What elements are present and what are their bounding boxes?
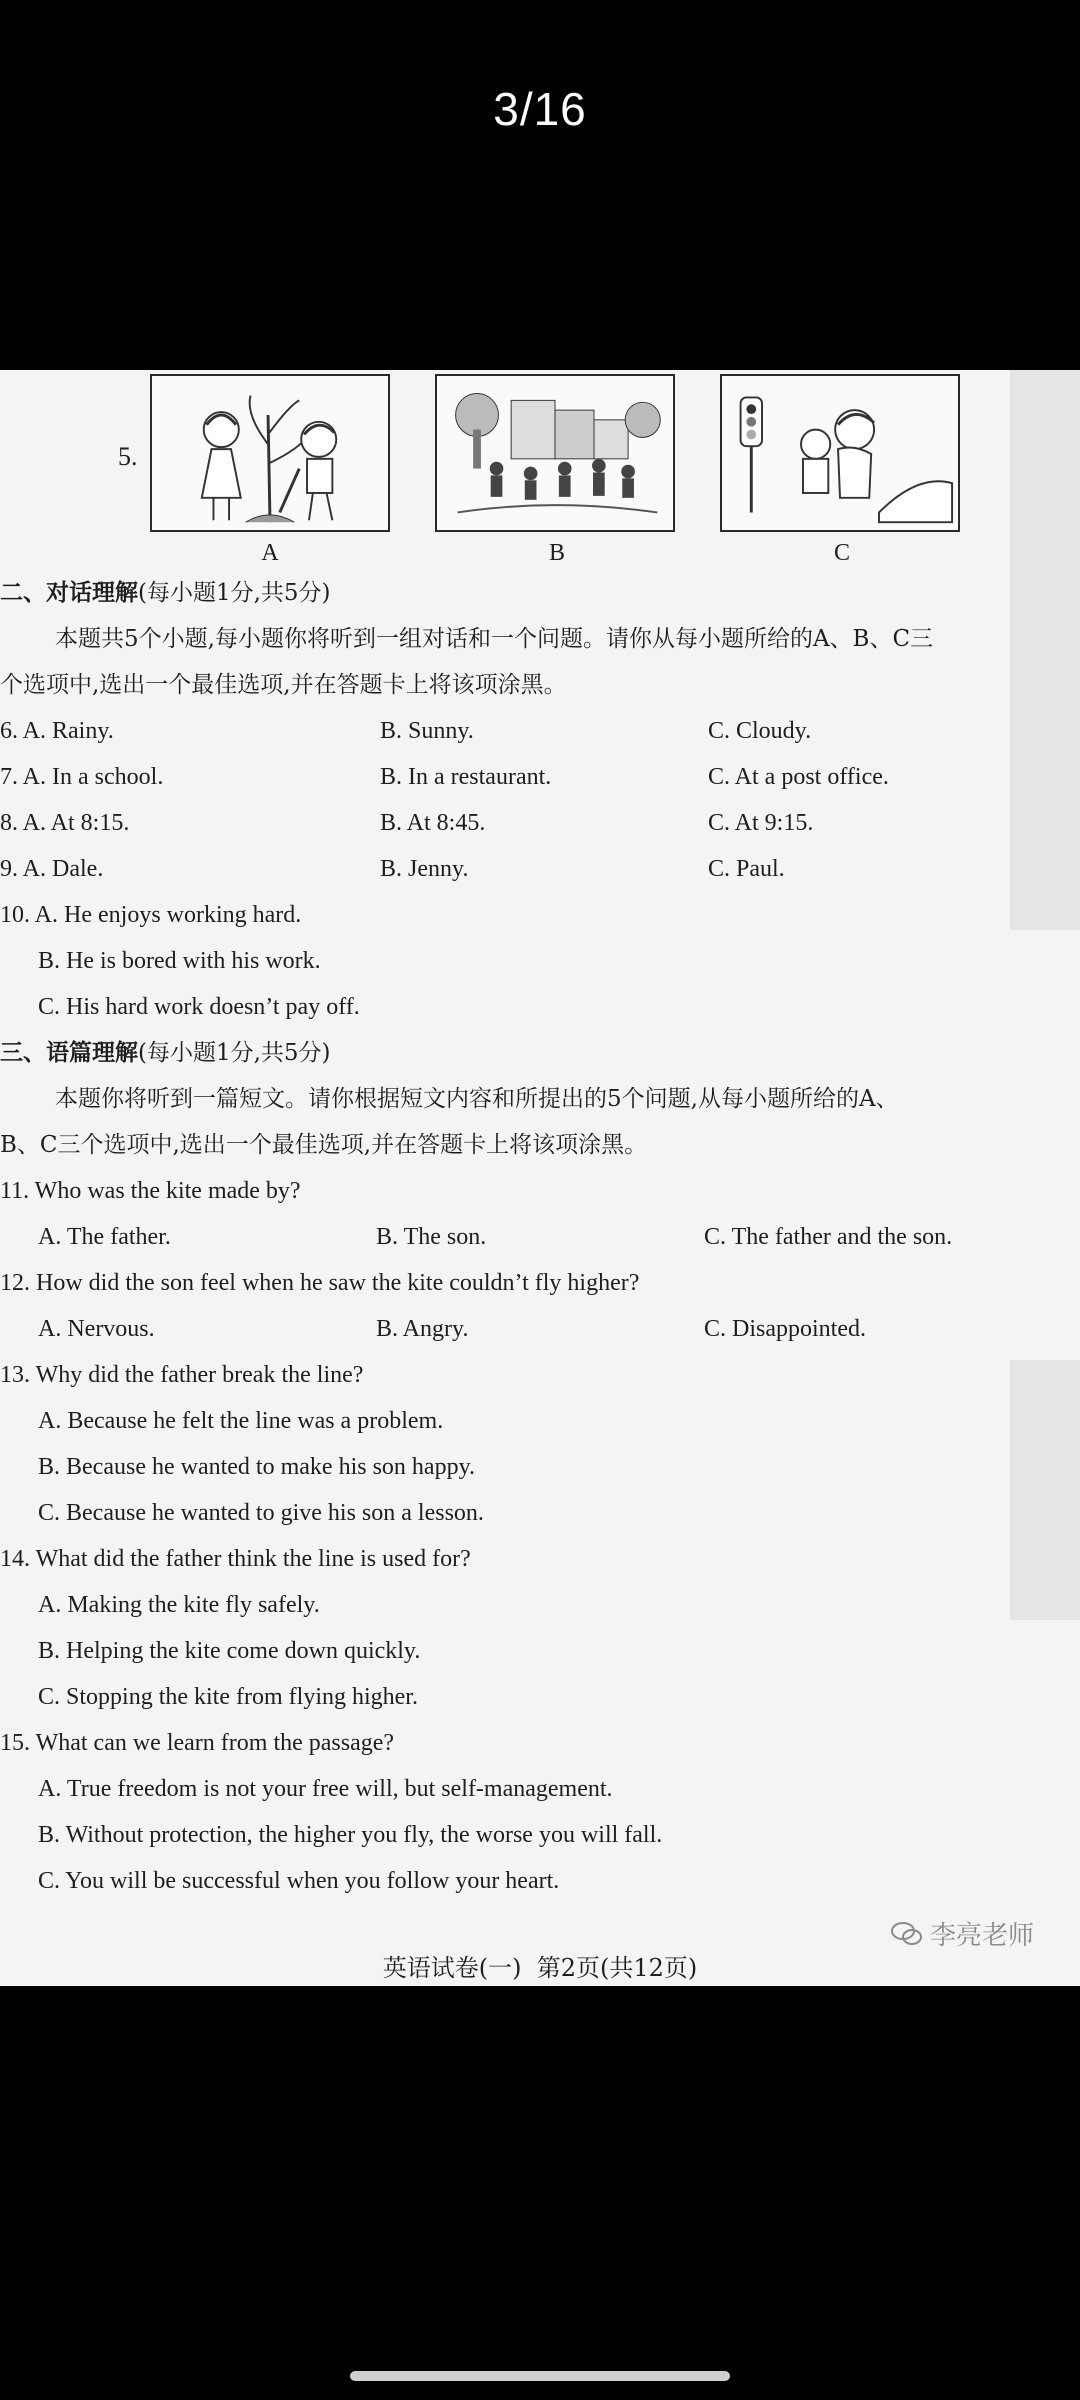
q14-stem: 14. What did the father think the line is used for? — [0, 1546, 471, 1572]
q7-option-c[interactable]: C. At a post office. — [708, 764, 889, 790]
q9-option-c[interactable]: C. Paul. — [708, 856, 785, 882]
viewer-header — [0, 0, 1080, 370]
q11-option-b[interactable]: B. The son. — [376, 1224, 487, 1250]
section3-instruction-2: B、C三个选项中,选出一个最佳选项,并在答题卡上将该项涂黑。 — [0, 1132, 648, 1158]
page-counter: 3/16 — [493, 83, 587, 135]
section2-instruction-2: 个选项中,选出一个最佳选项,并在答题卡上将该项涂黑。 — [0, 672, 567, 698]
section2-instruction-1: 本题共5个小题,每小题你将听到一组对话和一个问题。请你从每小题所给的A、B、C三 — [55, 626, 934, 652]
q13-stem: 13. Why did the father break the line? — [0, 1362, 364, 1388]
q11-option-c[interactable]: C. The father and the son. — [704, 1224, 953, 1250]
q12-option-c[interactable]: C. Disappointed. — [704, 1316, 866, 1342]
section2-heading — [0, 578, 331, 608]
q15-stem: 15. What can we learn from the passage? — [0, 1730, 395, 1756]
q8-option-c[interactable]: C. At 9:15. — [708, 810, 814, 836]
q5-picture-row — [0, 372, 1080, 572]
q10-option-a[interactable]: 10. A. He enjoys working hard. — [0, 902, 302, 928]
people-cleaning-street-icon — [437, 376, 673, 530]
section2-title: 二、对话理解 — [0, 580, 138, 606]
q6-option-a[interactable]: 6. A. Rainy. — [0, 718, 114, 744]
wechat-icon — [890, 1920, 924, 1948]
q10-option-b[interactable]: B. He is bored with his work. — [38, 948, 321, 974]
watermark-text: 李亮老师 — [930, 1921, 1035, 1951]
q14-option-c[interactable]: C. Stopping the kite from flying higher. — [38, 1684, 418, 1710]
q15-option-b[interactable]: B. Without protection, the higher you fly, the worse you will fall. — [38, 1822, 663, 1848]
q5-number: 5. — [118, 442, 138, 471]
section3-title: 三、语篇理解 — [0, 1040, 138, 1066]
q9-option-b[interactable]: B. Jenny. — [380, 856, 469, 882]
q11-option-a[interactable]: A. The father. — [38, 1224, 171, 1250]
section3-instruction-1: 本题你将听到一篇短文。请你根据短文内容和所提出的5个问题,从每小题所给的A、 — [55, 1086, 899, 1112]
section3-heading — [0, 1038, 331, 1068]
q14-option-b[interactable]: B. Helping the kite come down quickly. — [38, 1638, 421, 1664]
q15-option-c[interactable]: C. You will be successful when you follow your heart. — [38, 1868, 560, 1894]
q6-option-b[interactable]: B. Sunny. — [380, 718, 474, 744]
q5-label-a: A — [261, 540, 279, 566]
q13-option-c[interactable]: C. Because he wanted to give his son a lesson. — [38, 1500, 484, 1526]
q12-option-b[interactable]: B. Angry. — [376, 1316, 469, 1342]
section3-note: (每小题1分,共5分) — [138, 1040, 331, 1066]
q5-picture-b — [435, 374, 675, 532]
q8-option-b[interactable]: B. At 8:45. — [380, 810, 486, 836]
q7-option-b[interactable]: B. In a restaurant. — [380, 764, 552, 790]
child-helping-elderly-icon — [722, 376, 958, 530]
q14-option-a[interactable]: A. Making the kite fly safely. — [38, 1592, 320, 1618]
q7-option-a[interactable]: 7. A. In a school. — [0, 764, 164, 790]
q12-option-a[interactable]: A. Nervous. — [38, 1316, 155, 1342]
q12-stem: 12. How did the son feel when he saw the kite couldn’t fly higher? — [0, 1270, 640, 1296]
q13-option-b[interactable]: B. Because he wanted to make his son happy. — [38, 1454, 476, 1480]
section2-note: (每小题1分,共5分) — [138, 580, 331, 606]
bleed-through — [1010, 1360, 1080, 1620]
q5-picture-c — [720, 374, 960, 532]
q5-picture-a — [150, 374, 390, 532]
q8-option-a[interactable]: 8. A. At 8:15. — [0, 810, 130, 836]
q13-option-a[interactable]: A. Because he felt the line was a problem. — [38, 1408, 444, 1434]
q15-option-a[interactable]: A. True freedom is not your free will, but self-management. — [38, 1776, 613, 1802]
q5-label-b: B — [548, 540, 565, 566]
q9-option-a[interactable]: 9. A. Dale. — [0, 856, 104, 882]
home-indicator[interactable] — [350, 2371, 730, 2381]
viewer-bottom-bar — [0, 1986, 1080, 2400]
q10-option-c[interactable]: C. His hard work doesn’t pay off. — [38, 994, 360, 1020]
q11-stem: 11. Who was the kite made by? — [0, 1178, 301, 1204]
q5-label-c: C — [833, 540, 850, 566]
q6-option-c[interactable]: C. Cloudy. — [708, 718, 812, 744]
page-footer: 英语试卷(一) 第2页(共12页) — [382, 1954, 698, 1982]
children-planting-tree-icon — [152, 376, 388, 530]
exam-page[interactable] — [0, 370, 1080, 1986]
watermark — [890, 1915, 1034, 1952]
